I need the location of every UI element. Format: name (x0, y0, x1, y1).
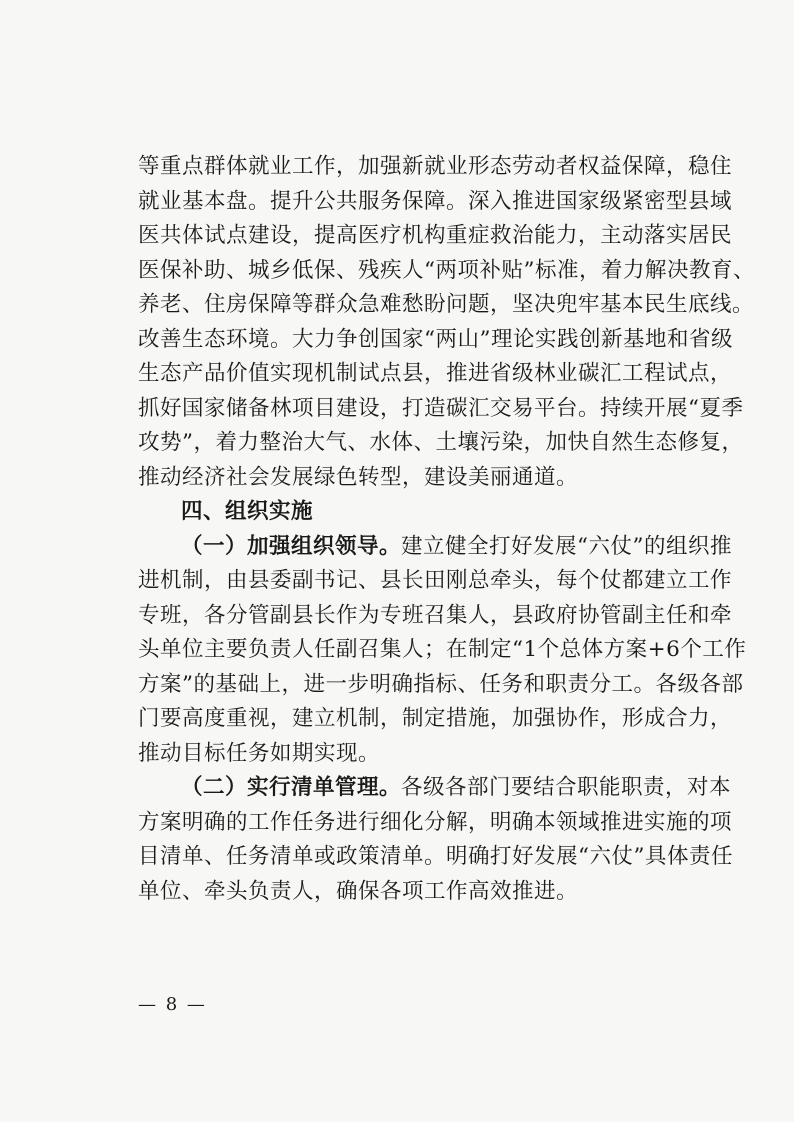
paragraph-first-line (138, 771, 732, 806)
body-line: 等重点群体就业工作，加强新就业形态劳动者权益保障，稳住 (138, 154, 733, 179)
body-line: 头单位主要负责人任副召集人；在制定“1个总体方案+6个工作 (138, 637, 747, 662)
paragraph-lead: （一）加强组织领导。 (181, 533, 402, 559)
body-line: 就业基本盘。提升公共服务保障。深入推进国家级紧密型县域 (138, 188, 733, 214)
body-line: 方案”的基础上，进一步明确指标、任务和职责分工。各级各部 (138, 671, 744, 697)
body-line: 门要高度重视，建立机制，制定措施，加强协作，形成合力， (138, 706, 733, 731)
paragraph-lead: （二）实行清单管理。 (181, 775, 402, 800)
body-line: 医共体试点建设，提高医疗机构重症救治能力，主动落实居民 (138, 223, 733, 248)
body-line: 医保补助、城乡低保、残疾人“两项补贴”标准，着力解决教育、 (138, 257, 755, 283)
section-heading: 四、组织实施 (181, 499, 314, 524)
body-line: 抓好国家储备林项目建设，打造碳汇交易平台。持续开展“夏季 (138, 395, 744, 421)
paragraph-text: 各级各部门要结合职能职责，对本 (401, 775, 732, 800)
body-line: 养老、住房保障等群众急难愁盼问题，坚决兜牢基本民生底线。 (138, 292, 755, 317)
body-line: 推动目标任务如期实现。 (138, 740, 381, 766)
body-line: 推动经济社会发展绿色转型，建设美丽通道。 (138, 464, 579, 490)
body-line: 生态产品价值实现机制试点县，推进省级林业碳汇工程试点， (138, 361, 733, 386)
body-line: 目清单、任务清单或政策清单。明确打好发展“六仗”具体责任 (138, 844, 733, 869)
paragraph-first-line (138, 530, 733, 565)
body-line: 进机制，由县委副书记、县长田刚总牵头，每个仗都建立工作 (138, 568, 733, 593)
body-line: 改善生态环境。大力争创国家“两山”理论实践创新基地和省级 (138, 326, 733, 352)
body-line: 攻势”，着力整治大气、水体、土壤污染，加快自然生态修复， (138, 430, 744, 455)
body-line: 专班，各分管副县长作为专班召集人，县政府协管副主任和牵 (138, 602, 733, 628)
page-number: — 8 — (138, 994, 207, 1015)
body-line: 方案明确的工作任务进行细化分解，明确本领域推进实施的项 (138, 809, 733, 835)
body-line: 单位、牵头负责人，确保各项工作高效推进。 (138, 878, 579, 904)
document-body (138, 150, 755, 909)
paragraph-text: 建立健全打好发展“六仗”的组织推 (401, 533, 733, 559)
